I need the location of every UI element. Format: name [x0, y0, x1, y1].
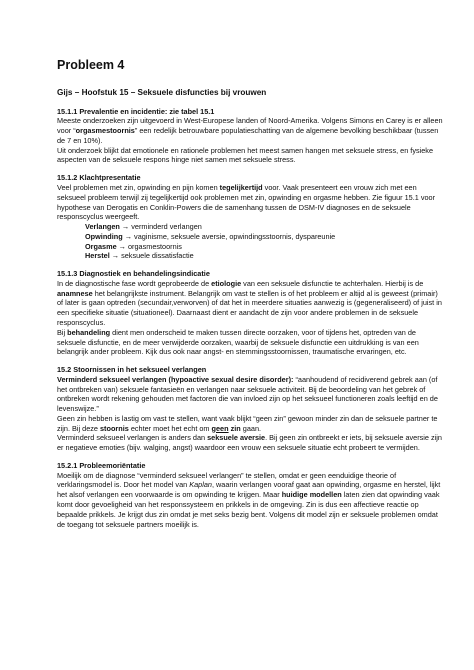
- paragraph: Uit onderzoek blijkt dat emotionele en rationele problemen het meest samen hangen met seksuele stress, en fysieke aspecten van de seksuele respons hinge niet samen met seksuele stress.: [57, 145, 433, 165]
- paragraph: Geen zin hebben is lastig om vast te stellen, want vaak blijkt “geen zin” gewoon minder zin dan de seksuele partner te zijn. Bij deze stoornis echter moet het echt om geen zin gaan.: [57, 413, 438, 433]
- chapter-heading: Gijs – Hoofstuk 15 – Seksuele disfuncties bij vrouwen: [57, 88, 267, 97]
- paragraph: Bij behandeling dient men onderscheid te maken tussen directe oorzaken, voor of tijdens het, optreden van de seksuele disfunctie, en de meer verwijderde oorzaken, waarbij de seksuele disfunctie een uitdrukking is van een belangrijk ander probleem. Kijk dus ook naar angst- en stemmingsstoornissen, traumatische ervaringen, etc.: [57, 327, 419, 357]
- paragraph: In de diagnostische fase wordt geprobeerde de etiologie van een seksuele disfunctie te achterhalen. Hierbij is de anamnese het belangrijkste instrument. Belangrijk om vast te stellen is of het probleem er altijd al is geweest (primair) of later is gaan optreden (secundair,verworven) of dat het in meerdere situaties aanwezig is (gegeneraliseerd) of juist in een specifieke situatie (situationeel). Daarnaast dient er aandacht de zijn voor andere problemen in de seksuele responscyclus.: [57, 278, 442, 327]
- section-klachtpresentatie: [57, 173, 444, 261]
- list-item: Opwinding → vaginisme, seksuele aversie, opwindingsstoornis, dyspareunie: [85, 231, 336, 241]
- paragraph: Verminderd seksueel verlangen (hypoactive sexual desire disorder): “aanhoudend of recidiverend gebrek aan (of het ontbreken van) seksuele fantasieën en verlangen naar seksuele activiteit. Bij de beoordeling van het gebrek of ontbreken wordt rekening gehouden met factoren die van invloed zijn op het seksueel functioneren zoals leeftijd en de levenswijze.”: [57, 374, 438, 414]
- section-prevalentie: [57, 107, 444, 166]
- section-probleemorientatie: [57, 461, 444, 529]
- list-item: Herstel → seksuele dissatisfactie: [85, 251, 194, 261]
- section-heading: 15.2 Stoornissen in het seksueel verlangen: [57, 365, 207, 375]
- paragraph: Veel problemen met zin, opwinding en pijn komen tegelijkertijd voor. Vaak presenteert een vrouw zich met een seksueel probleem terwijl zij tegelijkertijd ook problemen met zin, opwinding en orgasme hebben. Zie figuur 15.1 voor hypothese van Derogatis en Conklin-Powers die de samenhang tussen de DSM-IV diagnoses en de seksuele responscyclus weergeeft.: [57, 183, 436, 222]
- page-title: Probleem 4: [57, 58, 125, 72]
- section-stoornissen: [57, 365, 444, 453]
- paragraph: Moeilijk om de diagnose “verminderd seksueel verlangen” te stellen, omdat er geen eenduidige theorie of verklaringsmodel is. Door het model van Kaplan, waarin verlangen vooraf gaat aan opwinding, orgasme en herstel, lijkt het alsof verlangen een voorwaarde is om opwinding te krijgen. Maar huidige modellen laten zien dat opwinding vaak komt door gevoeligheid van het responssysteem en prikkels in de omgeving. Zin is dus een affectieve reactie op bepaalde prikkels. Je krijgt dus zin omdat je met seks bezig bent. Volgens dit model zijn er seksuele problemen omdat de toegang tot seksuele partners moeilijk is.: [57, 470, 441, 529]
- phase-list: [57, 222, 444, 261]
- section-heading: 15.1.3 Diagnostiek en behandelingsindicatie: [57, 269, 210, 279]
- section-heading: 15.1.1 Prevalentie en incidentie: zie tabel 15.1: [57, 106, 215, 116]
- section-heading: 15.2.1 Probleemoriëntatie: [57, 460, 146, 470]
- section-heading: 15.1.2 Klachtpresentatie: [57, 173, 141, 183]
- list-item: Orgasme → orgasmestoornis: [85, 241, 182, 251]
- list-item: Verlangen → verminderd verlangen: [85, 222, 202, 232]
- section-diagnostiek: [57, 269, 444, 357]
- paragraph: Meeste onderzoeken zijn uitgevoerd in West-Europese landen of Noord-Amerika. Volgens Simons en Carey is er alleen voor “orgasmestoornis” een redelijk betrouwbare populatieschatting van de algemene bevolking beschikbaar (tussen de 7 en 10%).: [57, 116, 443, 145]
- paragraph: Verminderd seksueel verlangen is anders dan seksuele aversie. Bij geen zin ontbreekt er iets, bij seksuele aversie zijn er negatieve emoties (bijv. walging, angst) waardoor een vrouw een seksuele situatie echt probeert te vermijden.: [57, 433, 442, 453]
